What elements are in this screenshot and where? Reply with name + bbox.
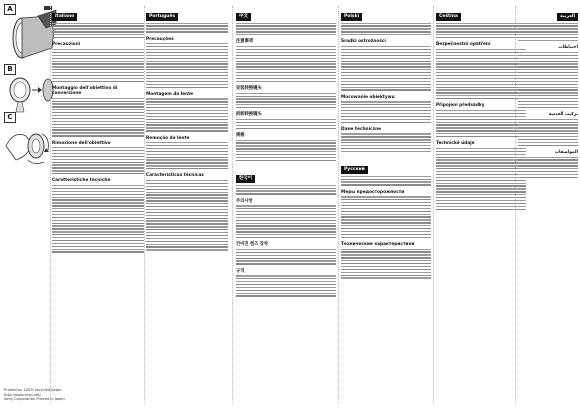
column-chinese-korean <box>236 2 336 404</box>
section-heading: Precauções <box>146 36 174 42</box>
section-heading: تركيب العدسة <box>548 112 578 118</box>
section-heading: Montaggio dell'obiettivo di conversione <box>52 86 118 97</box>
column-arabic <box>518 2 578 404</box>
language-header: Português <box>146 13 178 21</box>
section-heading: Dane techniczne <box>341 126 382 132</box>
column-polski-russian <box>341 2 431 404</box>
figure-c-hand-mounting-illustration <box>4 116 54 174</box>
column-cestina <box>436 2 526 404</box>
figure-b-lens-removal-illustration <box>4 68 54 118</box>
language-header: 中文 <box>236 13 251 21</box>
column-divider <box>338 6 339 404</box>
section-heading: 주의사항 <box>236 198 253 204</box>
section-heading: Remoção da lente <box>146 135 190 141</box>
section-heading: 安装转换镜头 <box>236 86 262 92</box>
section-heading: 컨버전 렌즈 장착 <box>236 242 269 248</box>
section-heading: 拆卸转换镜头 <box>236 112 262 118</box>
language-header: العربية <box>557 13 578 21</box>
section-heading: احتياطات <box>558 45 578 51</box>
footer-imprint: Printed on 100% recycled paper http://www.sony.net/ Sony Corporation Printed in Japan <box>4 388 65 402</box>
language-header: Čeština <box>436 13 461 21</box>
column-divider <box>232 6 233 404</box>
language-header: Polski <box>341 13 362 21</box>
section-heading: Bezpečnostní opatření <box>436 42 491 48</box>
section-heading: 规格 <box>236 132 245 138</box>
figure-label-a: A <box>4 4 16 15</box>
figure-label-b: B <box>4 64 16 75</box>
figure-label-c: C <box>4 112 16 123</box>
language-header: Русский <box>341 166 368 174</box>
section-heading: 注意事项 <box>236 39 254 45</box>
section-heading: Technické údaje <box>436 141 475 147</box>
section-heading: Připojení předsádky <box>436 103 485 109</box>
language-header: Italiano <box>52 13 77 21</box>
column-divider <box>144 6 145 404</box>
section-heading: Rimozione dell'obiettivo <box>52 140 111 146</box>
language-header: 한국어 <box>236 175 255 183</box>
section-heading: Mocowanie obiektywu <box>341 94 395 100</box>
column-divider <box>50 6 51 404</box>
column-italiano <box>52 2 144 404</box>
section-heading: Меры предосторожности <box>341 189 405 195</box>
section-heading: Технические характеристики <box>341 241 415 247</box>
column-divider <box>433 6 434 404</box>
section-heading: 규격 <box>236 268 245 274</box>
section-heading: المواصفات <box>554 149 578 155</box>
section-heading: Środki ostrożności <box>341 39 386 45</box>
column-portugues <box>146 2 228 404</box>
section-heading: Montagem da lente <box>146 91 194 97</box>
section-heading: Características técnicas <box>146 173 204 179</box>
section-heading: Caratteristiche tecniche <box>52 178 111 184</box>
section-heading: Precauzioni <box>52 42 81 48</box>
